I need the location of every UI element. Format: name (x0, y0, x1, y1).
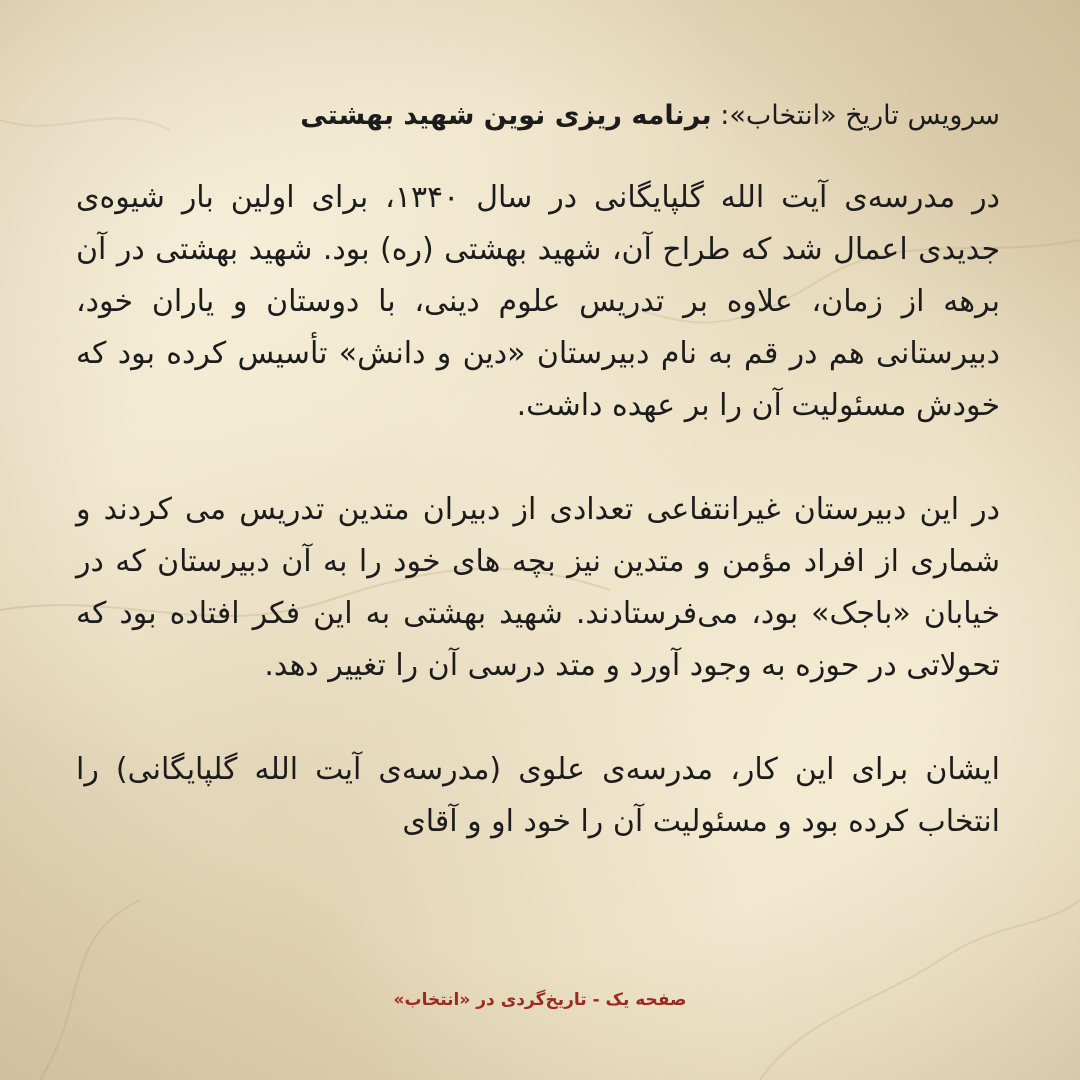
article-heading (76, 88, 1000, 144)
service-label: سرویس تاریخ «انتخاب»: (720, 100, 1000, 131)
page-footer: صفحه یک - تاریخ‌گردی در «انتخاب» (393, 990, 687, 1010)
paragraph-1: در مدرسه‌ی آیت الله گلپایگانی در سال ۱۳۴۰، برای اولین بار شیوه‌ی جدیدی اعمال شد که طراح آن، شهید بهشتی (ره) بود. شهید بهشتی در آن برهه از زمان، علاوه بر تدریس علوم دینی، با دوستان و یاران خود، دبیرستانی هم در قم به نام دبیرستان «دین و دانش» تأسیس کرده بود که خودش مسئولیت آن را بر عهده داشت. (76, 180, 1000, 423)
article-body (76, 88, 1000, 848)
paragraph-2: در این دبیرستان غیرانتفاعی تعدادی از دبیران متدین تدریس می کردند و شماری از افراد مؤمن و متدین نیز بچه های خود را به آن دبیرستان که در خیابان «باجک» بود، می‌فرستادند. شهید بهشتی به این فکر افتاده بود که تحولاتی در حوزه به وجود آورد و متد درسی آن را تغییر دهد. (76, 492, 1000, 683)
paragraph-3: ایشان برای این کار، مدرسه‌ی علوی (مدرسه‌ی آیت الله گلپایگانی) را انتخاب کرده بود و مسئولیت آن را خود او و آقای (76, 752, 1000, 839)
article-title: برنامه ریزی نوین شهید بهشتی (300, 100, 712, 131)
